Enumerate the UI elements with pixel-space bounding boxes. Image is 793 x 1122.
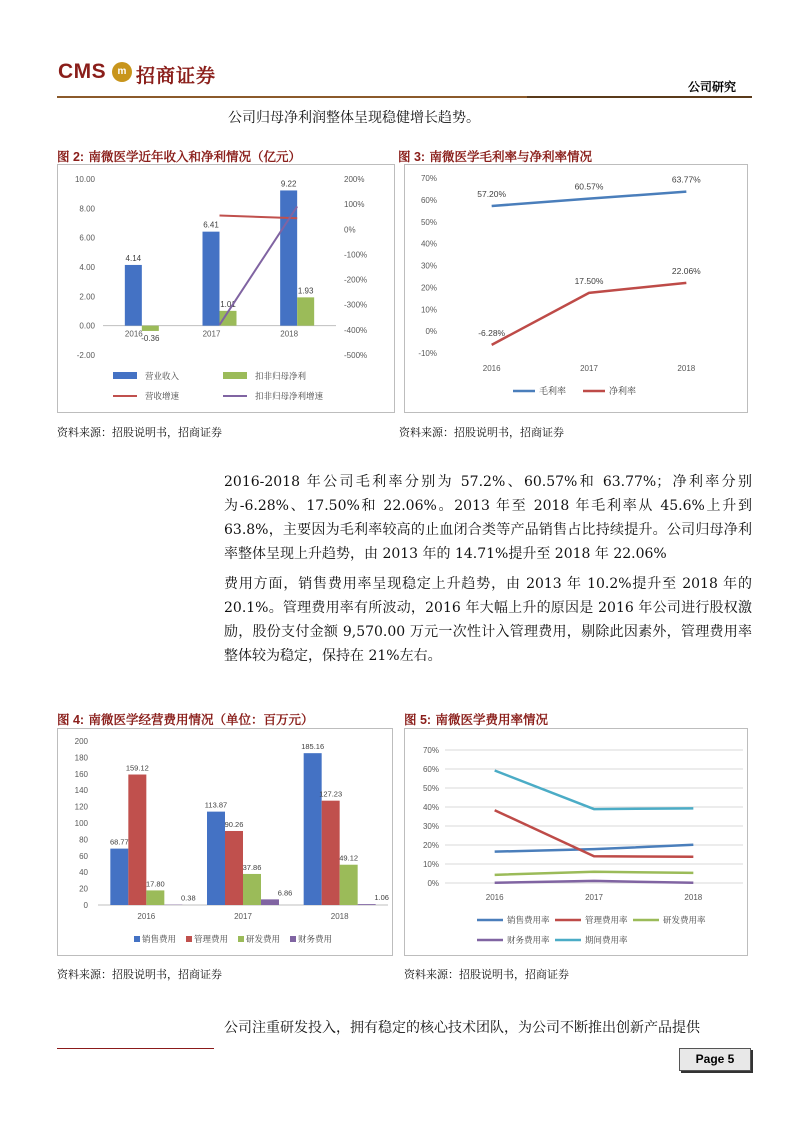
- fig4-bar-label: 127.23: [319, 789, 343, 799]
- fig3-data-label: 17.50%: [574, 275, 604, 286]
- fig4-bar-label: 68.77: [109, 837, 129, 847]
- fig4-label: 图 4:: [57, 713, 85, 727]
- fig5-svg: [405, 729, 747, 955]
- header-rule-right: [527, 96, 752, 98]
- fig5-line-series: [495, 845, 694, 852]
- fig5-legend-label: 研发费用率: [663, 915, 706, 925]
- paragraph-margin: 2016-2018 年公司毛利率分别为 57.2%、60.57%和 63.77%；净利率分别为-6.28%、17.50%和 22.06%。2013 年至 2018 年毛利率从 45.6%上升到 63.8%，主要因为毛利率较高的止血闭合类等产品销售占比持续提升。公司归母净利率整体呈现上升趋势，由 2013 年的 14.71%提升至 2018 年 22.06%: [224, 474, 752, 562]
- fig2-title-text: 南微医学近年收入和净利情况（亿元）: [88, 149, 301, 164]
- fig2-legend-swatch: [223, 372, 247, 379]
- fig4-xtick: 2017: [234, 912, 252, 921]
- fig2-bar: [203, 232, 220, 326]
- fig4-bar-label: 37.86: [242, 862, 262, 872]
- fig5-line-series: [495, 872, 694, 875]
- fig4-bar-label: 185.16: [301, 742, 325, 752]
- fig4-bar-label: 1.06: [374, 893, 389, 903]
- fig4-ytick: 180: [74, 753, 88, 763]
- fig4-bar: [225, 831, 243, 905]
- fig4-bar: [358, 904, 376, 905]
- fig4-bar-label: 49.12: [339, 853, 359, 863]
- fig3-label: 图 3:: [398, 150, 426, 164]
- fig3-ytick: 60%: [420, 195, 437, 205]
- fig2-bar-label: 6.41: [203, 220, 219, 230]
- fig2-y2tick: 100%: [344, 200, 365, 210]
- fig2-y2tick: -100%: [344, 250, 368, 260]
- fig2-bar-label: -0.36: [141, 333, 160, 343]
- logo-badge-icon: m: [112, 62, 132, 82]
- fig2-xtick: 2018: [280, 329, 299, 339]
- fig4-ytick: 100: [74, 819, 88, 828]
- page-number: Page 5: [679, 1048, 751, 1071]
- fig5-title-text: 南微医学费用率情况: [435, 712, 548, 727]
- fig4-bar: [304, 753, 322, 905]
- fig5-ytick: 0%: [427, 879, 439, 888]
- closing-line: 公司注重研发投入，拥有稳定的核心技术团队，为公司不断推出创新产品提供: [224, 1020, 700, 1036]
- fig4-bar: [243, 874, 261, 905]
- fig4-bar: [128, 775, 146, 905]
- fig2-bar: [142, 326, 159, 331]
- fig2-ytick: 2.00: [79, 292, 95, 302]
- fig3-source: 资料来源：招股说明书，招商证券: [399, 426, 564, 439]
- fig5-ytick: 60%: [422, 765, 439, 774]
- fig5-line-series: [495, 771, 694, 810]
- fig4-bar: [146, 890, 164, 905]
- fig2-y2tick: 200%: [344, 175, 365, 184]
- fig4-bar: [322, 801, 340, 905]
- fig2-legend-label: 扣非归母净利: [255, 371, 307, 381]
- fig3-line-series: [492, 283, 687, 345]
- fig3-ytick: 20%: [420, 283, 437, 293]
- fig4-svg: [58, 729, 392, 955]
- fig2-legend-label: 营业收入: [145, 371, 180, 381]
- fig5-ytick: 70%: [422, 746, 439, 755]
- fig2-title: [57, 147, 301, 165]
- fig2-ytick: 0.00: [79, 321, 95, 331]
- fig4-bar: [340, 865, 358, 905]
- fig3-svg: [405, 165, 747, 412]
- fig3-title-text: 南微医学毛利率与净利率情况: [429, 149, 592, 164]
- fig2-y2tick: -400%: [344, 325, 368, 335]
- fig4-legend-label: 销售费用: [142, 934, 177, 944]
- fig2-ytick: -2.00: [76, 351, 95, 360]
- fig4-bar-label: 90.26: [224, 819, 244, 829]
- fig5-legend-label: 财务费用率: [507, 935, 550, 945]
- fig2-source: 资料来源：招股说明书，招商证券: [57, 426, 222, 439]
- fig3-xtick: 2018: [677, 364, 696, 373]
- fig3-ytick: 10%: [420, 305, 437, 315]
- fig5-ytick: 20%: [422, 841, 439, 850]
- fig4-bar: [261, 899, 279, 905]
- fig4-bar: [110, 849, 128, 905]
- fig3-ytick: -10%: [418, 349, 437, 358]
- footer-rule: [57, 1048, 214, 1049]
- fig5-label: 图 5:: [404, 713, 432, 727]
- fig3-data-label: 60.57%: [574, 181, 604, 192]
- fig4-ytick: 80: [79, 835, 88, 845]
- fig2-chart: [57, 164, 395, 413]
- fig3-data-label: 63.77%: [671, 174, 701, 185]
- fig3-ytick: 50%: [420, 217, 437, 227]
- fig2-bar-label: 9.22: [280, 179, 297, 189]
- fig4-bar-label: 17.80: [145, 879, 165, 889]
- fig4-source: 资料来源：招股说明书，招商证券: [57, 968, 222, 981]
- fig2-ytick: 10.00: [74, 175, 95, 184]
- fig2-legend-label: 营收增速: [145, 391, 180, 401]
- fig3-data-label: -6.28%: [478, 327, 506, 338]
- fig4-legend-swatch: [290, 936, 296, 942]
- fig4-ytick: 160: [74, 769, 88, 779]
- fig4-bar-label: 6.86: [277, 888, 293, 898]
- fig3-data-label: 22.06%: [671, 265, 701, 276]
- fig4-ytick: 60: [79, 851, 88, 861]
- fig5-legend-label: 销售费用率: [507, 915, 550, 925]
- fig2-legend-swatch: [113, 372, 137, 379]
- fig4-ytick: 40: [79, 868, 88, 878]
- fig4-legend-label: 财务费用: [298, 934, 333, 944]
- fig3-chart: [404, 164, 748, 413]
- fig5-ytick: 30%: [422, 822, 439, 831]
- fig3-title: [398, 147, 592, 165]
- fig4-ytick: 120: [74, 802, 88, 812]
- fig5-xtick: 2017: [585, 893, 603, 902]
- fig5-legend-label: 期间费用率: [585, 935, 628, 945]
- report-section-label: 公司研究: [688, 80, 737, 94]
- fig5-xtick: 2016: [485, 893, 504, 902]
- fig2-bar: [125, 265, 142, 326]
- fig2-y2tick: -200%: [344, 275, 368, 285]
- fig4-chart: [57, 728, 393, 956]
- fig3-ytick: 70%: [420, 174, 437, 183]
- fig5-source: 资料来源：招股说明书，招商证券: [404, 968, 569, 981]
- logo-company-name: 招商证券: [136, 65, 217, 87]
- fig2-xtick: 2017: [202, 329, 221, 339]
- fig3-xtick: 2017: [580, 364, 598, 373]
- fig4-bar: [207, 812, 225, 905]
- fig4-bar-label: 0.38: [181, 893, 196, 903]
- fig4-ytick: 20: [79, 884, 88, 894]
- fig4-xtick: 2018: [330, 912, 349, 921]
- fig4-title-text: 南微医学经营费用情况（单位：百万元）: [88, 712, 314, 727]
- fig5-ytick: 10%: [422, 860, 439, 869]
- intro-line: 公司归母净利润整体呈现稳健增长趋势。: [228, 110, 480, 126]
- fig5-chart: [404, 728, 748, 956]
- fig3-legend-label: 毛利率: [539, 386, 567, 396]
- fig5-xtick: 2018: [684, 893, 703, 902]
- fig3-ytick: 30%: [420, 261, 437, 271]
- fig2-bar-label: 1.01: [220, 299, 236, 309]
- fig4-bar-label: 113.87: [204, 800, 228, 810]
- header-rule: [57, 96, 527, 98]
- fig3-ytick: 0%: [425, 327, 437, 337]
- fig3-line-series: [492, 192, 687, 206]
- fig4-legend-swatch: [238, 936, 244, 942]
- fig2-bar: [297, 297, 314, 325]
- paragraph-expense: 费用方面，销售费用率呈现稳定上升趋势，由 2013 年 10.2%提升至 2018 年的 20.1%。管理费用率有所波动，2016 年大幅上升的原因是 2016 年公司进行股权激励，股份支付金额 9,570.00 万元一次性计入管理费用，剔除此因素外，管理费用率整体较为稳定，保持在 21%左右。: [224, 576, 752, 664]
- fig4-xtick: 2016: [137, 912, 156, 921]
- fig2-ytick: 6.00: [79, 233, 95, 243]
- fig5-ytick: 50%: [422, 784, 439, 793]
- fig4-legend-label: 研发费用: [246, 934, 281, 944]
- fig5-title: [404, 710, 548, 728]
- fig2-y2tick: 0%: [344, 225, 356, 235]
- fig2-svg: [58, 165, 394, 412]
- fig2-ytick: 4.00: [79, 263, 95, 272]
- fig3-ytick: 40%: [420, 239, 437, 249]
- fig2-label: 图 2:: [57, 150, 85, 164]
- fig2-bar-label: 1.93: [297, 286, 314, 296]
- fig2-xtick: 2016: [124, 329, 143, 339]
- fig2-legend-label: 扣非归母净利增速: [255, 391, 324, 401]
- fig4-legend-swatch: [134, 936, 140, 942]
- fig3-legend-label: 净利率: [609, 386, 637, 396]
- fig2-y2tick: -500%: [344, 351, 368, 360]
- fig5-legend-label: 管理费用率: [585, 915, 628, 925]
- fig4-bar-label: 159.12: [125, 763, 149, 773]
- fig4-ytick: 140: [74, 786, 88, 796]
- fig5-ytick: 40%: [422, 803, 439, 812]
- fig4-title: [57, 710, 313, 728]
- fig4-ytick: 200: [74, 737, 88, 746]
- fig2-ytick: 8.00: [79, 204, 95, 214]
- fig3-data-label: 57.20%: [477, 189, 507, 199]
- fig4-legend-label: 管理费用: [194, 934, 229, 944]
- fig2-y2tick: -300%: [344, 300, 368, 310]
- fig4-ytick: 0: [83, 901, 88, 910]
- fig2-bar-label: 4.14: [125, 253, 142, 263]
- logo-cms-text: CMS: [58, 60, 107, 83]
- fig4-legend-swatch: [186, 936, 192, 942]
- fig3-xtick: 2016: [482, 364, 501, 373]
